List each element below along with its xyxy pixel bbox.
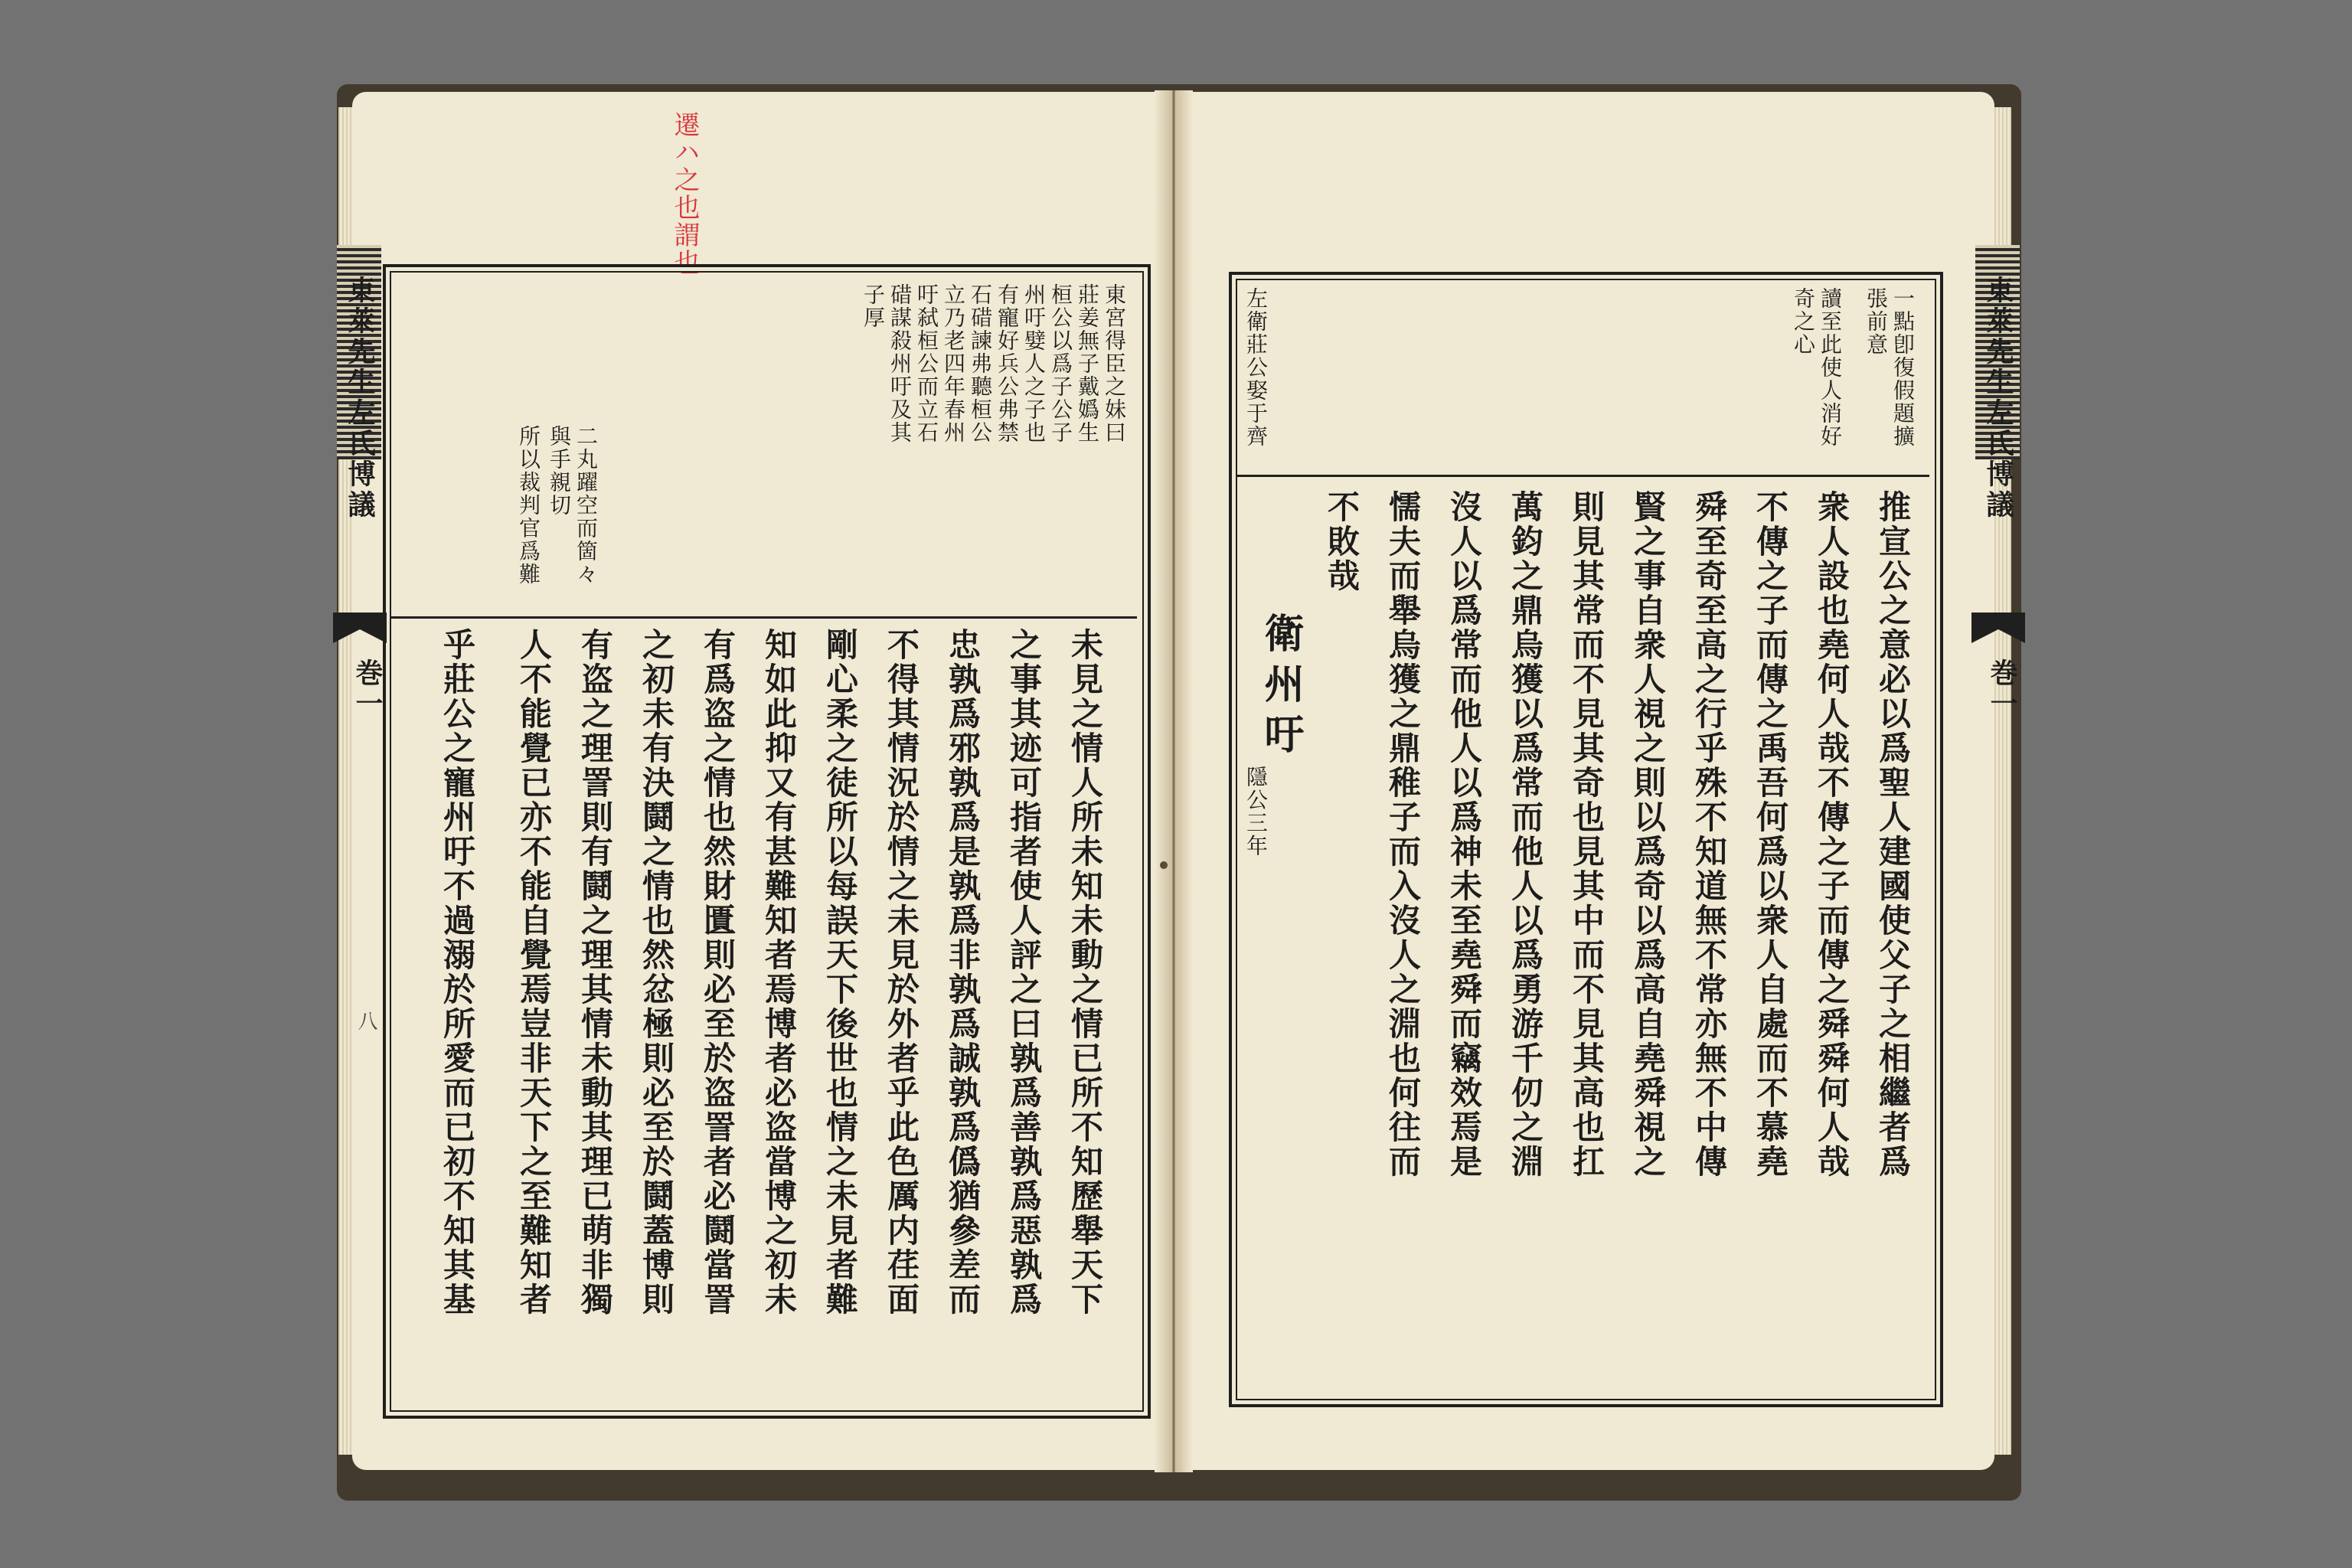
left-body-col: 之初未有決鬪之情也然忿極則必至於鬪蓋博則 [638, 628, 675, 1317]
left-page-number: 八 [354, 1011, 377, 1031]
left-note-col: 二丸躍空而箇々 [573, 425, 599, 586]
left-note-col: 子厚 [861, 283, 886, 329]
right-body-col: 不傳之子而傳之禹吾何爲以衆人自處而不慕堯 [1752, 490, 1789, 1179]
right-chapter-subtitle: 隱公三年 [1243, 766, 1269, 858]
left-body-col: 忠孰爲邪孰爲是孰爲非孰爲誠孰爲僞猶參差而 [944, 628, 982, 1317]
left-note-col: 東宮得臣之妹曰 [1102, 283, 1127, 444]
right-margin-title: 東萊先生左氏博議 [1982, 276, 2014, 521]
right-chapter-title: 衛州吁 [1257, 612, 1304, 764]
left-note-col: 有寵好兵公弗禁 [995, 283, 1020, 444]
left-red-annotation: 遷ハ之也謂也 [669, 111, 700, 276]
left-body-col: 知如此抑又有甚難知者焉博者必盗當博之初未 [760, 628, 798, 1317]
left-note-col: 莊姜無子戴嬀生 [1075, 283, 1100, 444]
binding-mark [1160, 861, 1168, 869]
right-body-col: 懦夫而舉烏獲之鼎稚子而入沒人之淵也何往而 [1384, 490, 1422, 1179]
book-gutter [1155, 90, 1193, 1472]
left-note-col: 吁弑桓公而立石 [914, 283, 939, 444]
right-section-note: 左衛莊公娶于齊 [1243, 287, 1269, 448]
right-body-col: 推宣公之意必以爲聖人建國使父子之相繼者爲 [1874, 490, 1912, 1179]
right-note-col: 張前意 [1864, 287, 1889, 356]
left-body-col: 人不能覺已亦不能自覺焉豈非天下之至難知者 [515, 628, 553, 1317]
left-body-col: 不得其情況於情之未見於外者乎此色厲内荏面 [883, 628, 920, 1317]
right-note-col: 一點卽復假題擴 [1890, 287, 1916, 448]
left-note-col: 與手親切 [547, 425, 572, 517]
left-note-col: 州吁嬖人之子也 [1021, 283, 1047, 444]
left-header-separator [390, 616, 1137, 619]
left-margin-title: 東萊先生左氏博議 [344, 276, 376, 521]
left-note-col: 立乃老四年春州 [941, 283, 966, 444]
left-note-col: 所以裁判官爲難 [516, 425, 541, 586]
left-body-col: 有盗之理詈則有鬪之理其情未動其理已萌非獨 [577, 628, 614, 1317]
right-note-col: 奇之心 [1791, 287, 1816, 356]
right-body-col: 則見其常而不見其奇也見其中而不見其高也扛 [1568, 490, 1606, 1179]
right-body-col: 賢之事自衆人視之則以爲奇以爲高自堯舜視之 [1629, 490, 1667, 1179]
right-body-col: 沒人以爲常而他人以爲神未至堯舜而竊效焉是 [1446, 490, 1483, 1179]
left-body-col: 之事其迹可指者使人評之曰孰爲善孰爲惡孰爲 [1005, 628, 1043, 1317]
right-body-col: 萬鈞之鼎烏獲以爲常而他人以爲勇游千仞之淵 [1507, 490, 1544, 1179]
left-body-col: 有爲盗之情也然財匱則必至於盗詈者必鬪當詈 [699, 628, 737, 1317]
right-volume-label: 巻一 [1986, 658, 2018, 720]
right-header-separator [1236, 475, 1929, 477]
left-note-col: 碏謀殺州吁及其 [887, 283, 913, 444]
right-body-col: 不敗哉 [1323, 490, 1361, 593]
right-body-col: 衆人設也堯何人哉不傳之子而傳之舜舜何人哉 [1813, 490, 1851, 1179]
left-body-col: 未見之情人所未知未動之情已所不知歷舉天下 [1067, 628, 1104, 1317]
left-body-col: 剛心柔之徒所以每誤天下後世也情之未見者難 [822, 628, 859, 1317]
right-body-col: 舜至奇至高之行乎殊不知道無不常亦無不中傳 [1690, 490, 1728, 1179]
left-note-col: 石碏諫弗聽桓公 [968, 283, 993, 444]
left-note-col: 桓公以爲子公子 [1048, 283, 1073, 444]
right-note-col: 讀至此使人消好 [1818, 287, 1843, 448]
left-body-col: 乎莊公之寵州吁不過溺於所愛而已初不知其基 [439, 628, 476, 1317]
left-volume-label: 巻一 [351, 658, 384, 720]
